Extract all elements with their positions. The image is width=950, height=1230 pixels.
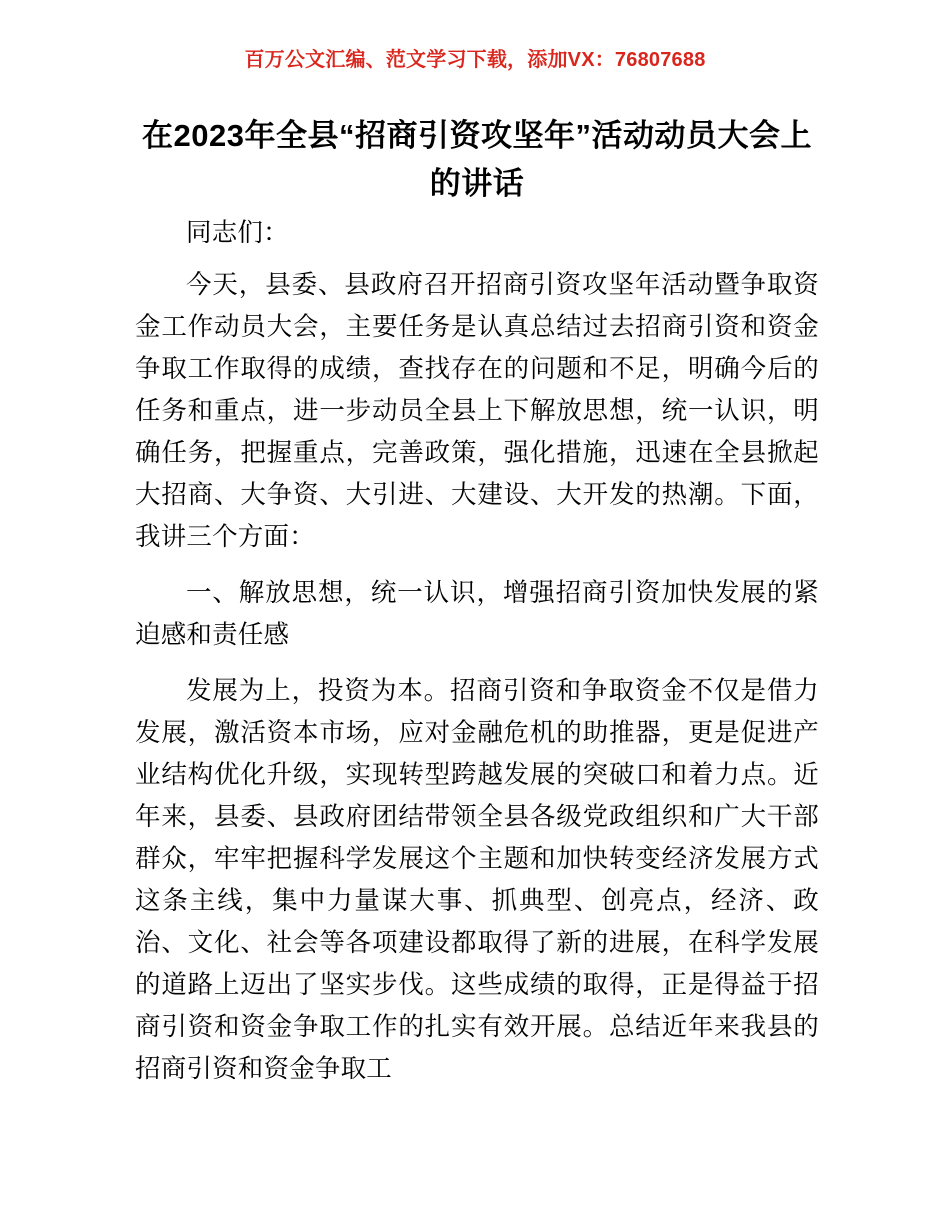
paragraph-intro: 今天，县委、县政府召开招商引资攻坚年活动暨争取资金工作动员大会，主要任务是认真总结过去招商引资和资金争取工作取得的成绩，查找存在的问题和不足，明确今后的任务和重点，进一步动员全县上下解放思想，统一认识，明确任务，把握重点，完善政策，强化措施，迅速在全县掀起大招商、大争资、大引进、大建设、大开发的热潮。下面，我讲三个方面： <box>135 271 819 551</box>
salutation: 同志们： <box>186 219 289 247</box>
section-heading-one: 一、解放思想，统一认识，增强招商引资加快发展的紧迫感和责任感 <box>135 579 819 649</box>
promo-watermark-header: 百万公文汇编、范文学习下载，添加VX：76807688 <box>244 49 706 71</box>
page-title: 在2023年全县“招商引资攻坚年”活动动员大会上的讲话 <box>142 118 812 201</box>
paragraph-section-one-body: 发展为上，投资为本。招商引资和争取资金不仅是借力发展，激活资本市场，应对金融危机的助推器，更是促进产业结构优化升级，实现转型跨越发展的突破口和着力点。近年来，县委、县政府团结带领全县各级党政组织和广大干部群众，牢牢把握科学发展这个主题和加快转变经济发展方式这条主线，集中力量谋大事、抓典型、创亮点，经济、政治、文化、社会等各项建设都取得了新的进展，在科学发展的道路上迈出了坚实步伐。这些成绩的取得，正是得益于招商引资和资金争取工作的扎实有效开展。总结近年来我县的招商引资和资金争取工 <box>135 677 819 1083</box>
document-body <box>135 212 819 1104</box>
